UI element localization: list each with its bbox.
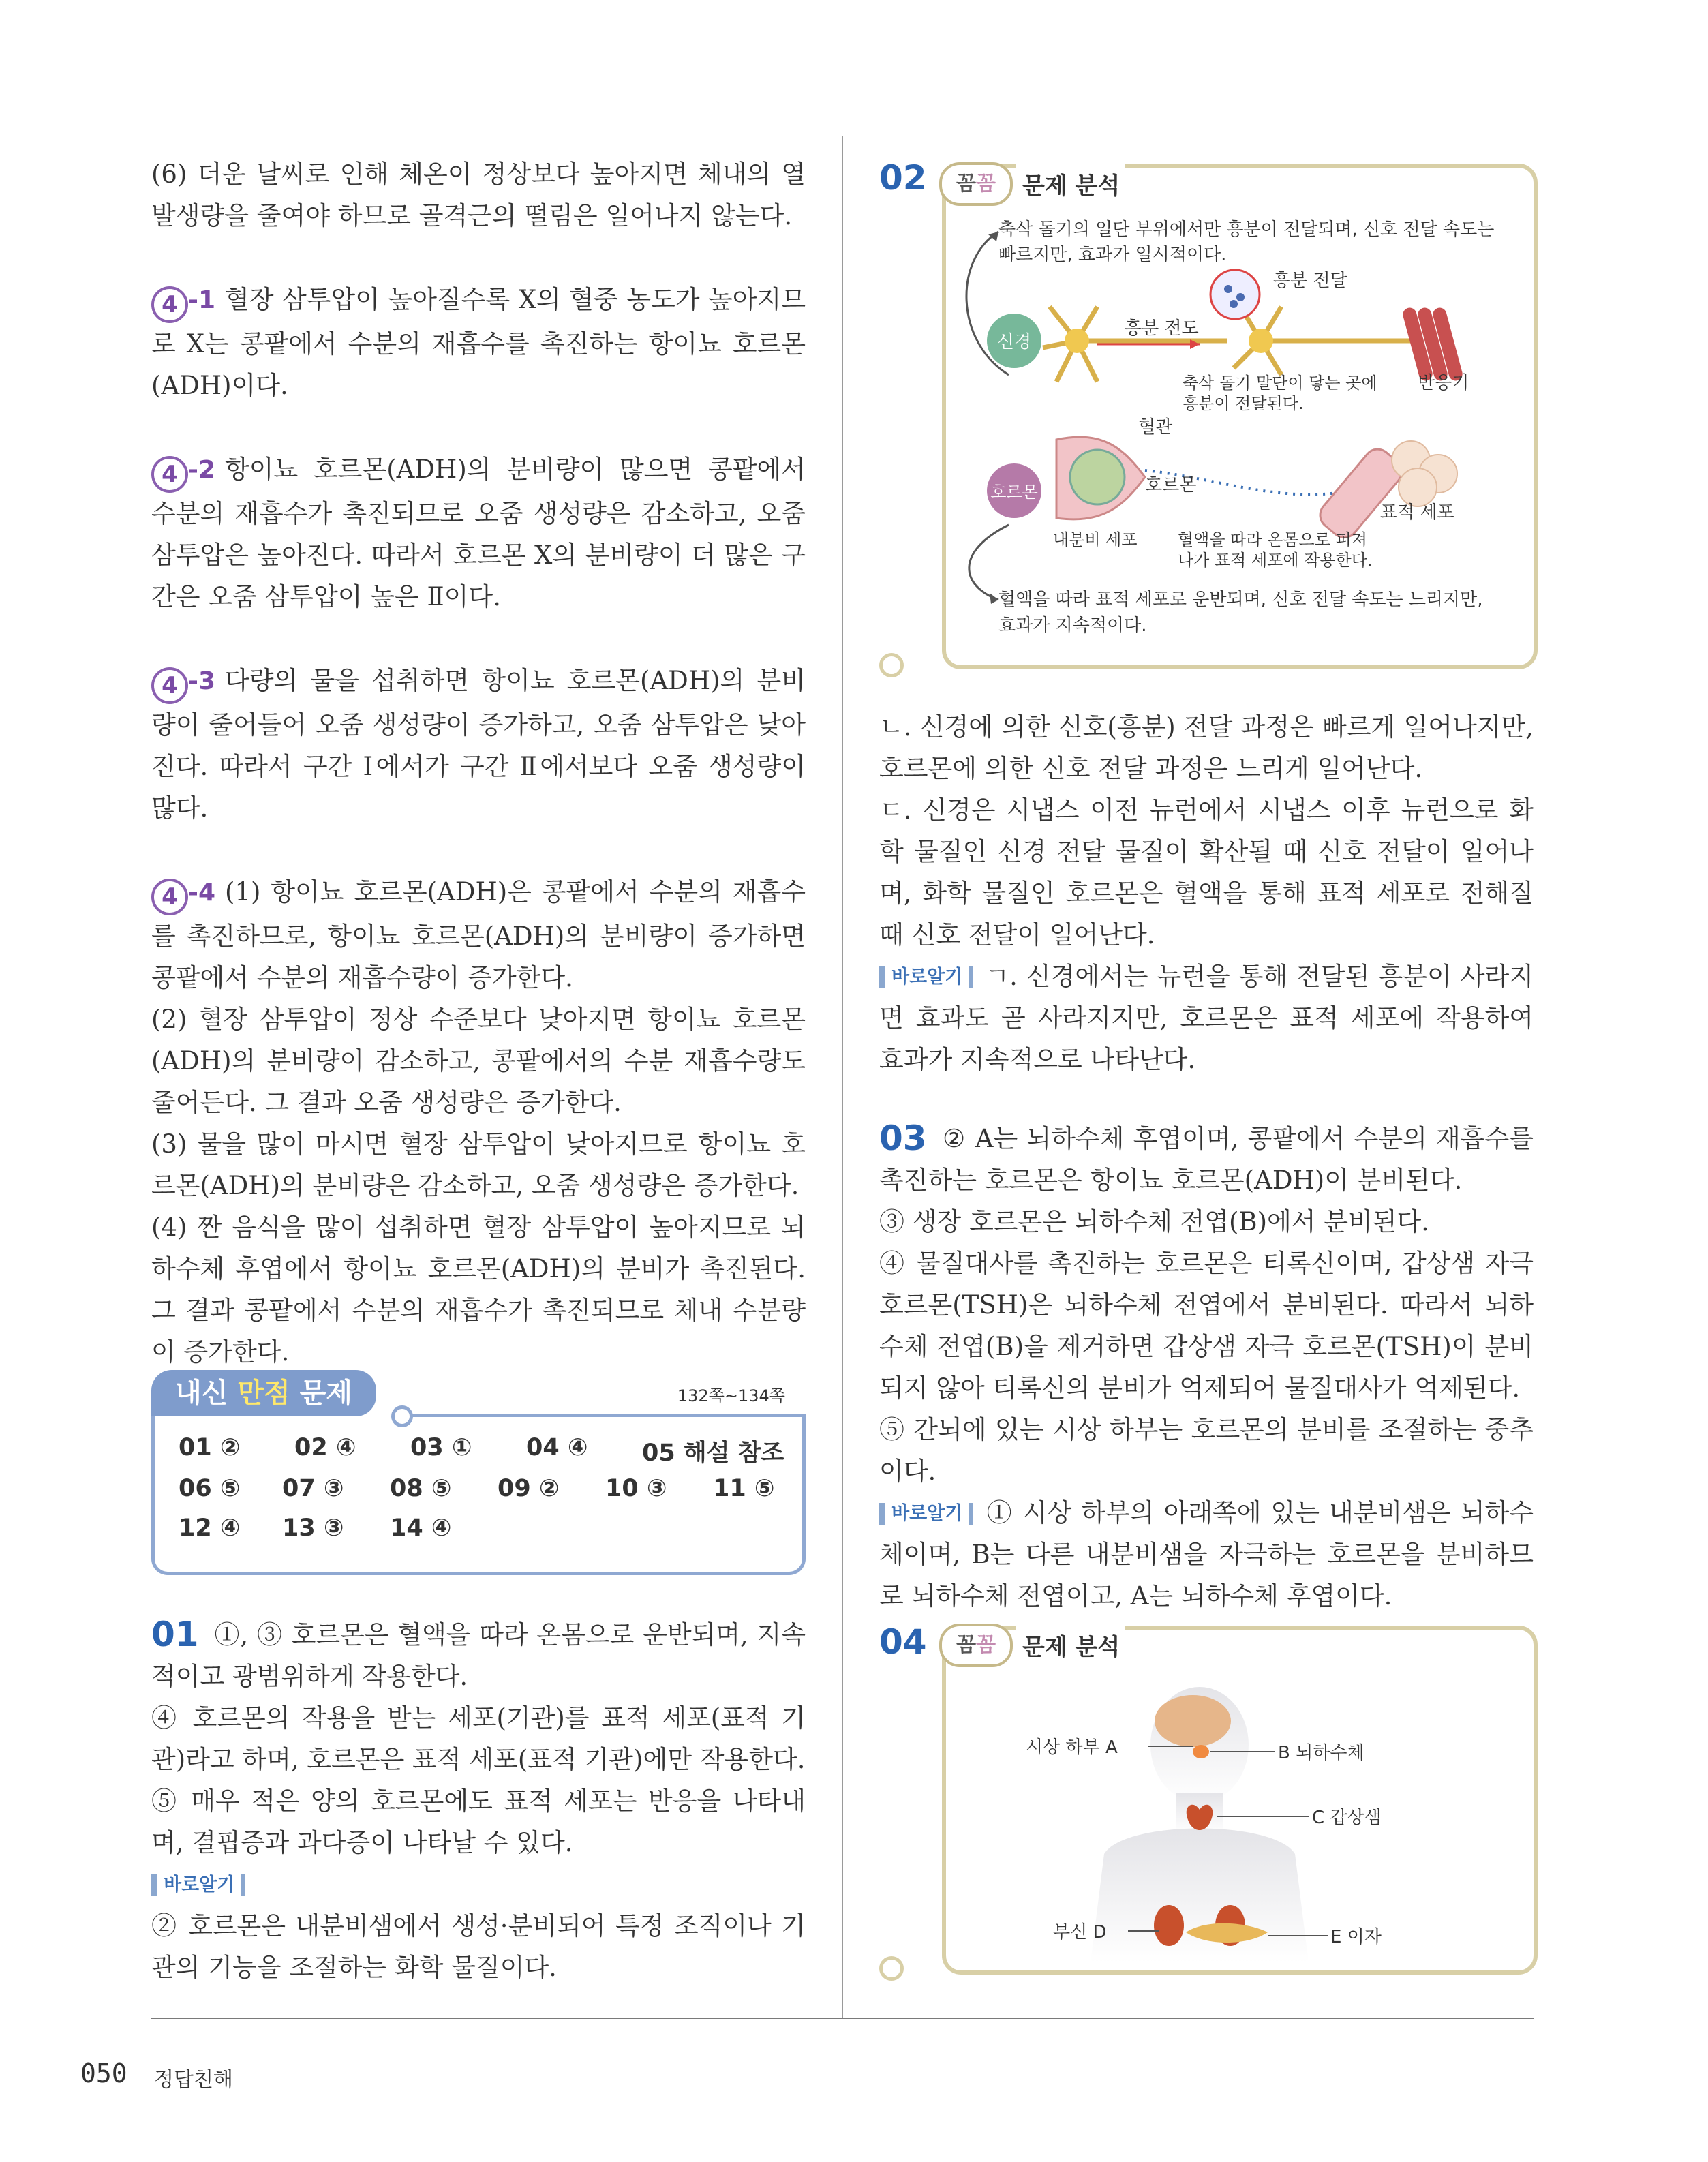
answer-item: 05 해설 참조 [642, 1440, 784, 1467]
svg-text:반응기: 반응기 [1418, 373, 1469, 393]
page-range: 132쪽~134쪽 [677, 1386, 785, 1405]
answer-item: 13 ③ [282, 1514, 344, 1542]
answer-item: 14 ④ [390, 1514, 452, 1542]
svg-text:호르몬: 호르몬 [1145, 475, 1197, 496]
answer-item: 07 ③ [282, 1475, 344, 1502]
svg-text:흥분이 전달된다.: 흥분이 전달된다. [1183, 394, 1304, 413]
number-badge: 4 [151, 667, 188, 704]
bottom-note-line1: 혈액을 따라 표적 세포로 운반되며, 신호 전달 속도는 느리지만, [998, 590, 1483, 610]
label-c: C 갑상샘 [1312, 1808, 1382, 1828]
svg-text:표적 세포: 표적 세포 [1380, 502, 1454, 523]
baro-algi-label: 바로알기 [879, 966, 973, 988]
left-column [151, 153, 806, 1373]
answer-item: 03 ① [410, 1434, 472, 1461]
item-4-2: 4 -2 항이뇨 호르몬(ADH)의 분비량이 많으면 콩팥에서 수분의 재흡수가 촉진되므로 오줌 생성량은 감소하고, 오줌 삼투압은 높아진다. 따라서 호르몬 X의 분비량이 더 많은 구간은 오줌 삼투압이 높은 Ⅱ이다. [151, 455, 806, 611]
hormone-circle-label: 호르몬 [990, 483, 1038, 502]
item-4-4-p3: (3) 물을 많이 마시면 혈장 삼투압이 낮아지므로 항이뇨 호르몬(ADH)의 분비량은 감소하고, 오줌 생성량은 증가한다. [151, 1129, 806, 1200]
top-note-line2: 빠르지만, 효과가 일시적이다. [998, 245, 1227, 265]
label-d: 부신 D [1053, 1922, 1107, 1943]
nerve-hormone-diagram [941, 204, 1534, 668]
item-4-4: 4 -4 (1) 항이뇨 호르몬(ADH)은 콩팥에서 수분의 재흡수를 촉진하므로, 항이뇨 호르몬(ADH)의 분비량이 증가하면 콩팥에서 수분의 재흡수량이 증가한다. [151, 877, 806, 992]
number-badge: 4 [151, 286, 188, 323]
synapse-magnify [1210, 270, 1260, 319]
svg-text:흥분 전달: 흥분 전달 [1273, 271, 1347, 291]
brain [1155, 1695, 1231, 1747]
item-4-4-p2: (2) 혈장 삼투압이 정상 수준보다 낮아지면 항이뇨 호르몬(ADH)의 분비량이 감소하고, 콩팥에서의 수분 재흡수량도 줄어든다. 그 결과 오줌 생성량은 증가한다. [151, 1005, 806, 1117]
svg-text:내분비 세포: 내분비 세포 [1053, 530, 1138, 549]
question-number: 04 [879, 1622, 927, 1662]
svg-text:축삭 돌기 말단이 닿는 곳에: 축삭 돌기 말단이 닿는 곳에 [1183, 374, 1377, 393]
torso [1091, 1829, 1309, 1964]
arrow-down [969, 525, 1009, 600]
item-4-3: 4 -3 다량의 물을 섭취하면 항이뇨 호르몬(ADH)의 분비량이 줄어들어 오줌 생성량이 증가하고, 오줌 삼투압은 낮아진다. 따라서 구간 Ⅰ에서가 구간 Ⅱ에서보다 오줌 생성량이 많다. [151, 666, 806, 823]
kkomkkom-badge: 꼼꼼 [939, 162, 1013, 206]
question-number: 01 [151, 1615, 199, 1654]
answer-item: 11 ⑤ [713, 1475, 775, 1502]
baro-algi-label: 바로알기 [879, 1503, 973, 1525]
number-badge: 4 [151, 879, 188, 915]
analysis-title: 문제 분석 [1022, 172, 1120, 200]
answer-item: 06 ⑤ [179, 1475, 241, 1502]
muscle [1401, 306, 1464, 382]
item-4-4-p4: (4) 짠 음식을 많이 섭취하면 혈장 삼투압이 높아지므로 뇌하수체 후엽에서 항이뇨 호르몬(ADH)의 분비가 촉진된다. 그 결과 콩팥에서 수분의 재흡수가 촉진되므로 체내 수분량이 증가한다. [151, 1213, 806, 1367]
footer-rule [151, 2018, 1534, 2019]
answer-item: 02 ④ [294, 1434, 356, 1461]
svg-text:흥분 전도: 흥분 전도 [1125, 318, 1199, 339]
pituitary [1193, 1745, 1209, 1758]
answer-item: 12 ④ [179, 1514, 241, 1542]
answer-item: 01 ② [179, 1434, 241, 1461]
kkomkkom-badge: 꼼꼼 [939, 1624, 1013, 1667]
endocrine-body-diagram [1022, 1663, 1445, 1963]
number-badge: 4 [151, 456, 188, 493]
answer-item: 09 ② [498, 1475, 560, 1502]
answer-item: 08 ⑤ [390, 1475, 452, 1502]
footer-label: 정답친해 [154, 2068, 233, 2092]
page-number: 050 [80, 2058, 127, 2088]
question-03: 03 ② A는 뇌하수체 후엽이며, 콩팥에서 수분의 재흡수를 촉진하는 호르몬은 항이뇨 호르몬(ADH)이 분비된다. ③ 생장 호르몬은 뇌하수체 전엽(B)에서 분비된다. ④ 물질대사를 촉진하는 호르몬은 티록신이며, 갑상샘 자극 호르몬(TSH)은 뇌하수체 전엽에서 분비된다. 따라서 뇌하수체 전엽(B)을 제거하면 갑상샘 자극 호르몬(TSH)이 분비되지 않아 티록신의 분비가 억제되어 물질대사가 억제된다. ⑤ 간뇌에 있는 시상 하부는 호르몬의 분비를 조절하는 중추이다. 바로알기 ① 시상 하부의 아래쪽에 있는 내분비샘은 뇌하수체이며, B는 다른 내분비샘을 자극하는 호르몬을 분비하므로 뇌하수체 전엽이고, A는 뇌하수체 후엽이다. [879, 1118, 1534, 1611]
baro-algi-label: 바로알기 [151, 1874, 245, 1896]
label-e: E 이자 [1330, 1927, 1382, 1947]
question-02-text: ㄴ. 신경에 의한 신호(흥분) 전달 과정은 빠르게 일어나지만, 호르몬에 의한 신호 전달 과정은 느리게 일어난다. ㄷ. 신경은 시냅스 이전 뉴런에서 시냅스 이후 뉴런으로 화학 물질인 신경 전달 물질이 확산될 때 신호 전달이 일어나며, 화학 물질인 호르몬은 혈액을 통해 표적 세포로 전해질 때 신호 전달이 일어난다. 바로알기 ㄱ. 신경에서는 뉴런을 통해 전달된 흥분이 사라지면 효과도 곧 사라지지만, 호르몬은 표적 세포에 작용하여 효과가 지속적으로 나타난다. [879, 712, 1534, 1074]
item-4-1: 4 -1 혈장 삼투압이 높아질수록 X의 혈중 농도가 높아지므로 X는 콩팥에서 수분의 재흡수를 촉진하는 항이뇨 호르몬(ADH)이다. [151, 285, 806, 400]
label-a: 시상 하부 A [1026, 1737, 1118, 1758]
top-note-line1: 축삭 돌기의 일단 부위에서만 흥분이 전달되며, 신호 전달 속도는 [998, 219, 1495, 240]
question-number: 03 [879, 1118, 927, 1158]
nerve-label: 신경 [996, 332, 1032, 352]
label-b: B 뇌하수체 [1278, 1743, 1364, 1763]
analysis-title: 문제 분석 [1022, 1634, 1120, 1661]
paragraph-6: (6) 더운 날씨로 인해 체온이 정상보다 높아지면 체내의 열 발생량을 줄여야 하므로 골격근의 떨림은 일어나지 않는다. [151, 159, 806, 230]
adrenal-kidney-left [1154, 1905, 1184, 1946]
column-divider [842, 136, 843, 2018]
svg-text:나가 표적 세포에 작용한다.: 나가 표적 세포에 작용한다. [1178, 551, 1373, 570]
question-number: 02 [879, 158, 927, 198]
svg-text:혈관: 혈관 [1138, 417, 1173, 438]
answer-item: 04 ④ [526, 1434, 588, 1461]
bottom-note-line2: 효과가 지속적이다. [998, 615, 1147, 636]
answer-summary-box [151, 1370, 806, 1574]
answer-box-title: 내신 만점 문제 [151, 1370, 376, 1416]
svg-text:혈액을 따라 온몸으로 퍼져: 혈액을 따라 온몸으로 퍼져 [1178, 530, 1367, 549]
question-01: 01 ①, ③ 호르몬은 혈액을 따라 온몸으로 운반되며, 지속적이고 광범위하게 작용한다. ④ 호르몬의 작용을 받는 세포(기관)를 표적 세포(표적 기관)라고 하며, 호르몬은 표적 세포(표적 기관)에만 작용한다. ⑤ 매우 적은 양의 호르몬에도 표적 세포는 반응을 나타내며, 결핍증과 과다증이 나타날 수 있다. 바로알기 ② 호르몬은 내분비샘에서 생성·분비되어 특정 조직이나 기관의 기능을 조절하는 화학 물질이다. [151, 1615, 806, 1982]
answer-item: 10 ③ [605, 1475, 667, 1502]
